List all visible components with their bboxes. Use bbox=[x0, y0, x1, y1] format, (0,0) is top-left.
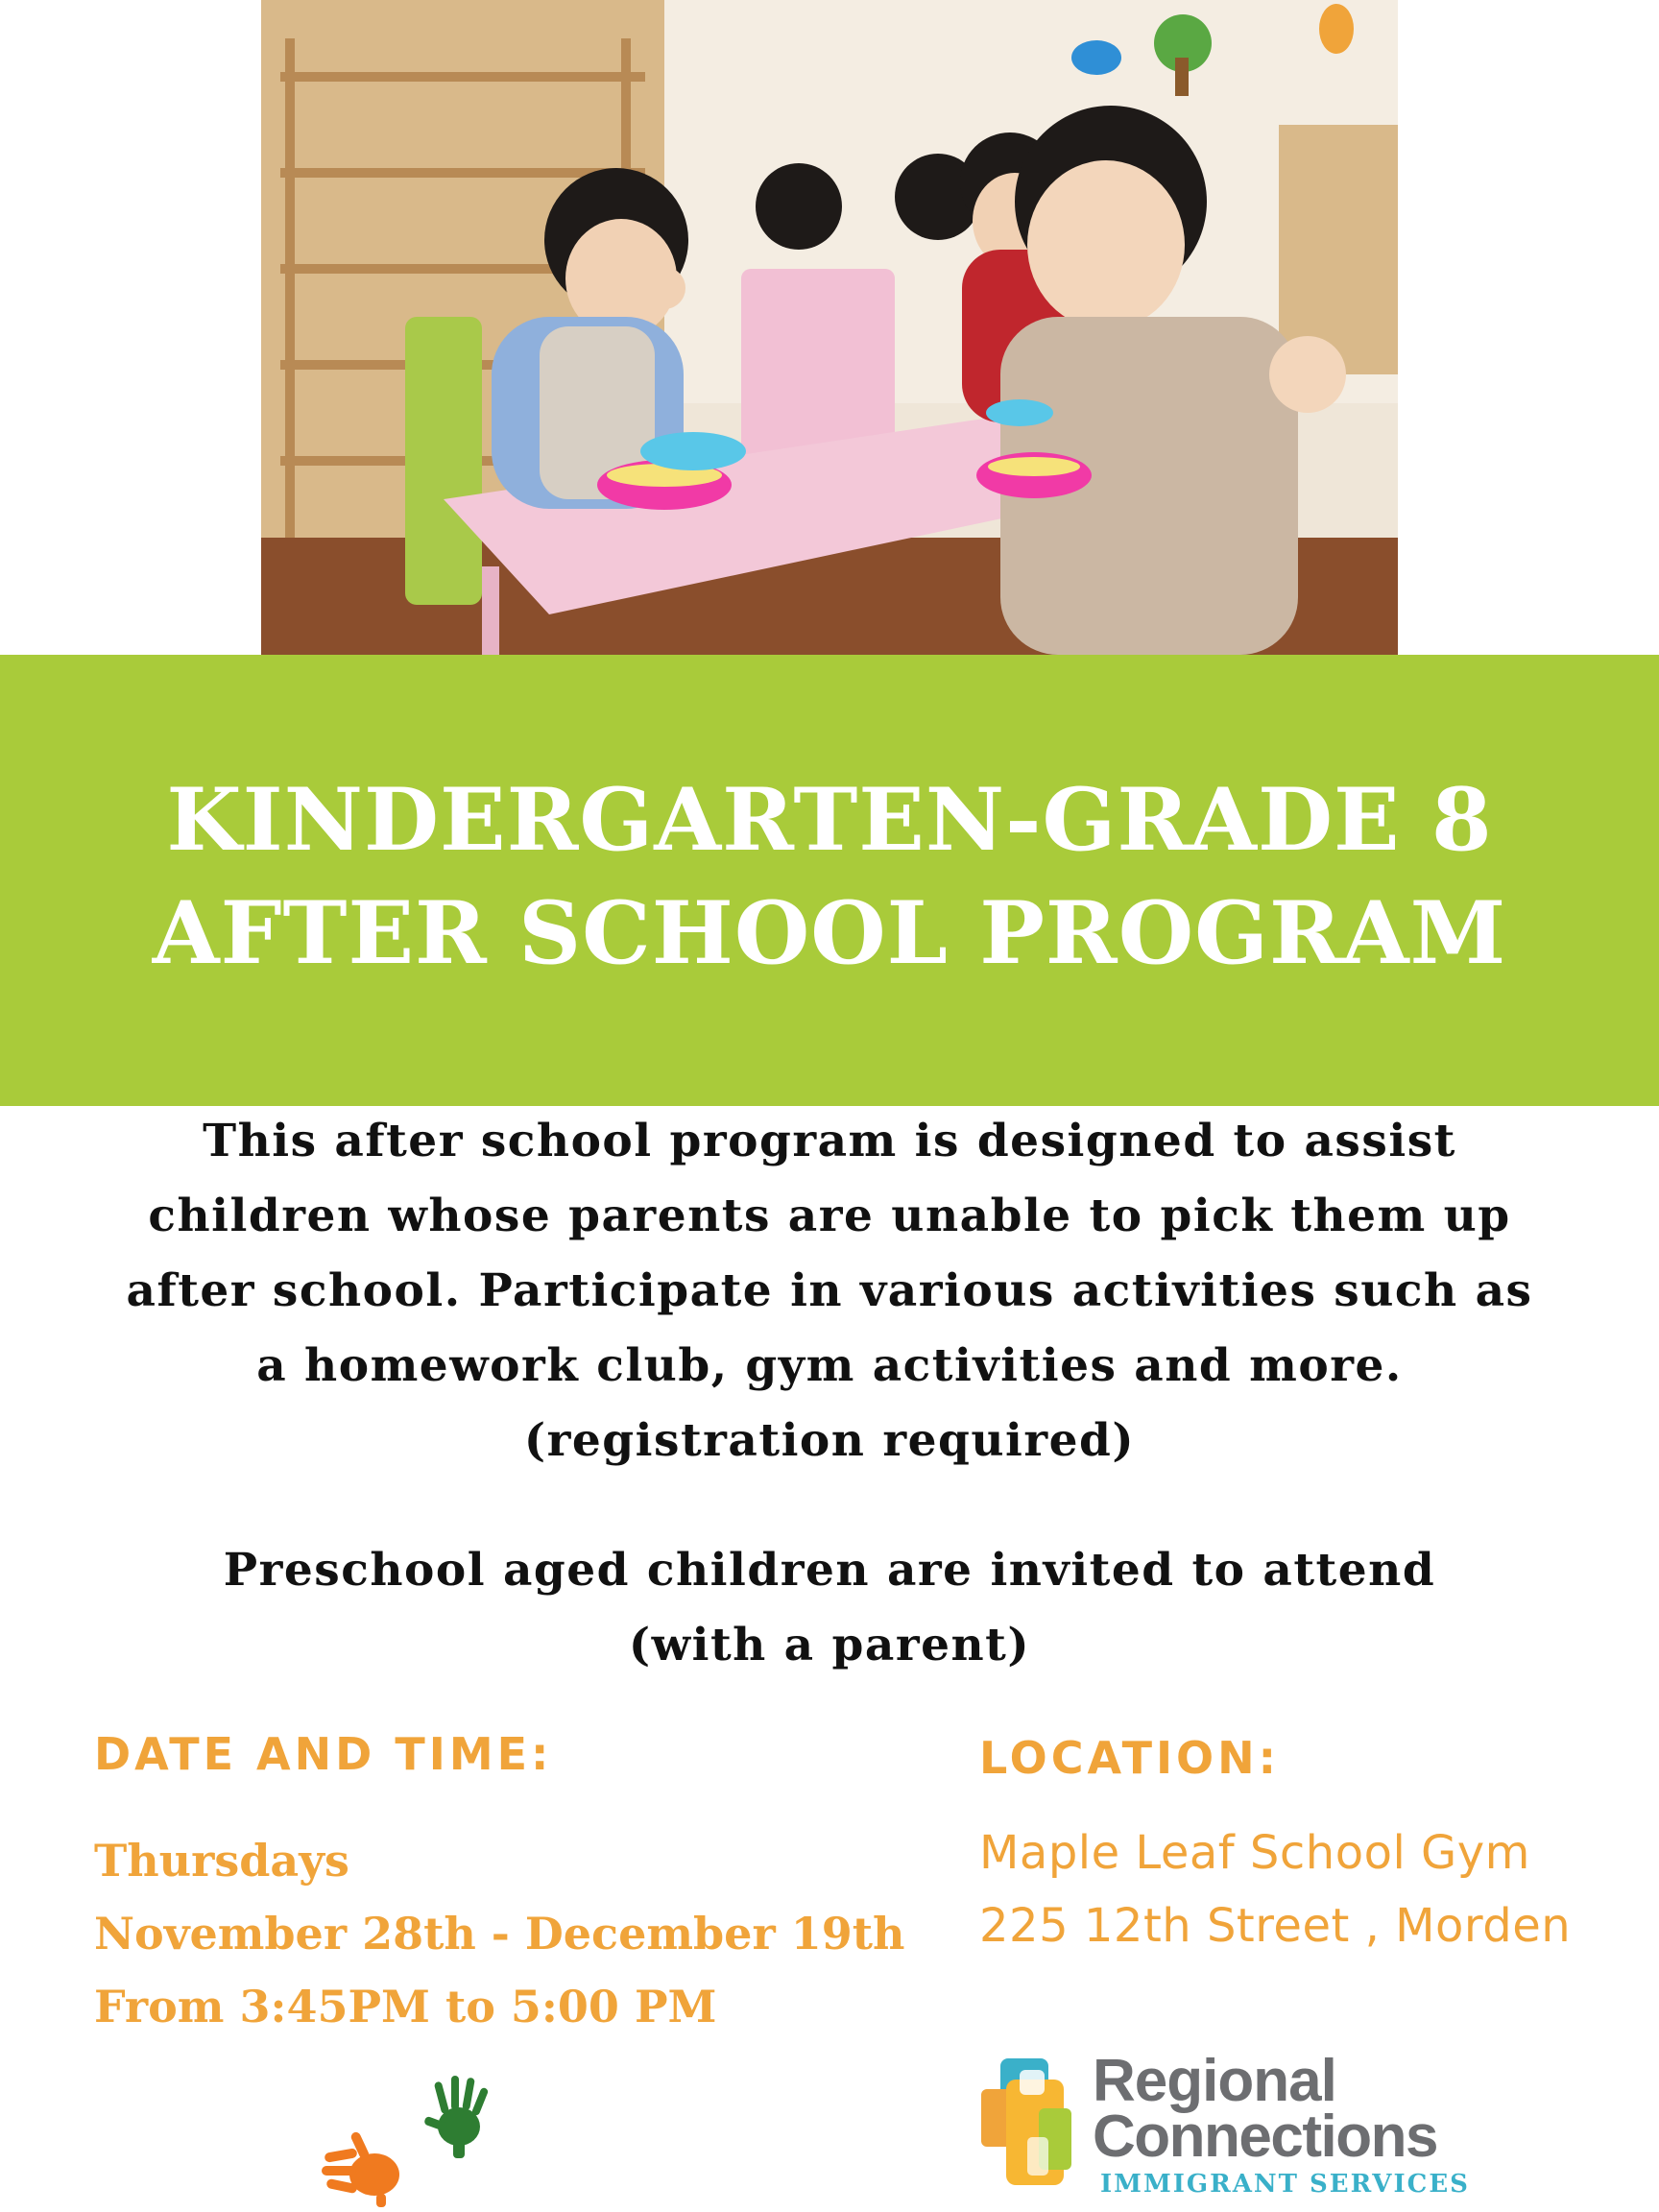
logo-text-regional: Regional bbox=[1093, 2048, 1336, 2114]
classroom-photo bbox=[261, 0, 1398, 655]
date-time-heading: DATE AND TIME: bbox=[94, 1728, 553, 1780]
preschool-line: Preschool aged children are invited to attend bbox=[223, 1544, 1436, 1597]
green-handprint-icon bbox=[422, 2074, 499, 2160]
description-line: children whose parents are unable to pick them up bbox=[148, 1190, 1511, 1242]
description-line: after school. Participate in various activities such as bbox=[126, 1264, 1533, 1317]
location-heading: LOCATION: bbox=[979, 1732, 1281, 1784]
classroom-photo-illustration bbox=[261, 0, 1398, 655]
orange-handprint-icon bbox=[317, 2122, 413, 2208]
page-title-line-2: AFTER SCHOOL PROGRAM bbox=[152, 882, 1507, 984]
date-time-hours: From 3:45PM to 5:00 PM bbox=[94, 1981, 717, 2032]
date-time-day: Thursdays bbox=[94, 1835, 349, 1887]
description-line: a homework club, gym activities and more. bbox=[256, 1339, 1403, 1392]
title-banner bbox=[0, 655, 1659, 1106]
logo-text-connections: Connections bbox=[1093, 2104, 1437, 2170]
page-title-line-1: KINDERGARTEN-GRADE 8 bbox=[166, 769, 1493, 871]
logo-mark-icon bbox=[981, 2051, 1087, 2204]
location-address: 225 12th Street , Morden bbox=[979, 1899, 1572, 1953]
logo-text-immigrant-services: IMMIGRANT SERVICES bbox=[1100, 2170, 1470, 2199]
preschool-line: (with a parent) bbox=[628, 1619, 1031, 1671]
regional-connections-logo bbox=[981, 2048, 1470, 2204]
location-venue: Maple Leaf School Gym bbox=[979, 1826, 1530, 1880]
date-time-dates: November 28th - December 19th bbox=[94, 1908, 905, 1960]
description-line: This after school program is designed to assist bbox=[203, 1115, 1456, 1167]
registration-note: (registration required) bbox=[523, 1414, 1136, 1467]
